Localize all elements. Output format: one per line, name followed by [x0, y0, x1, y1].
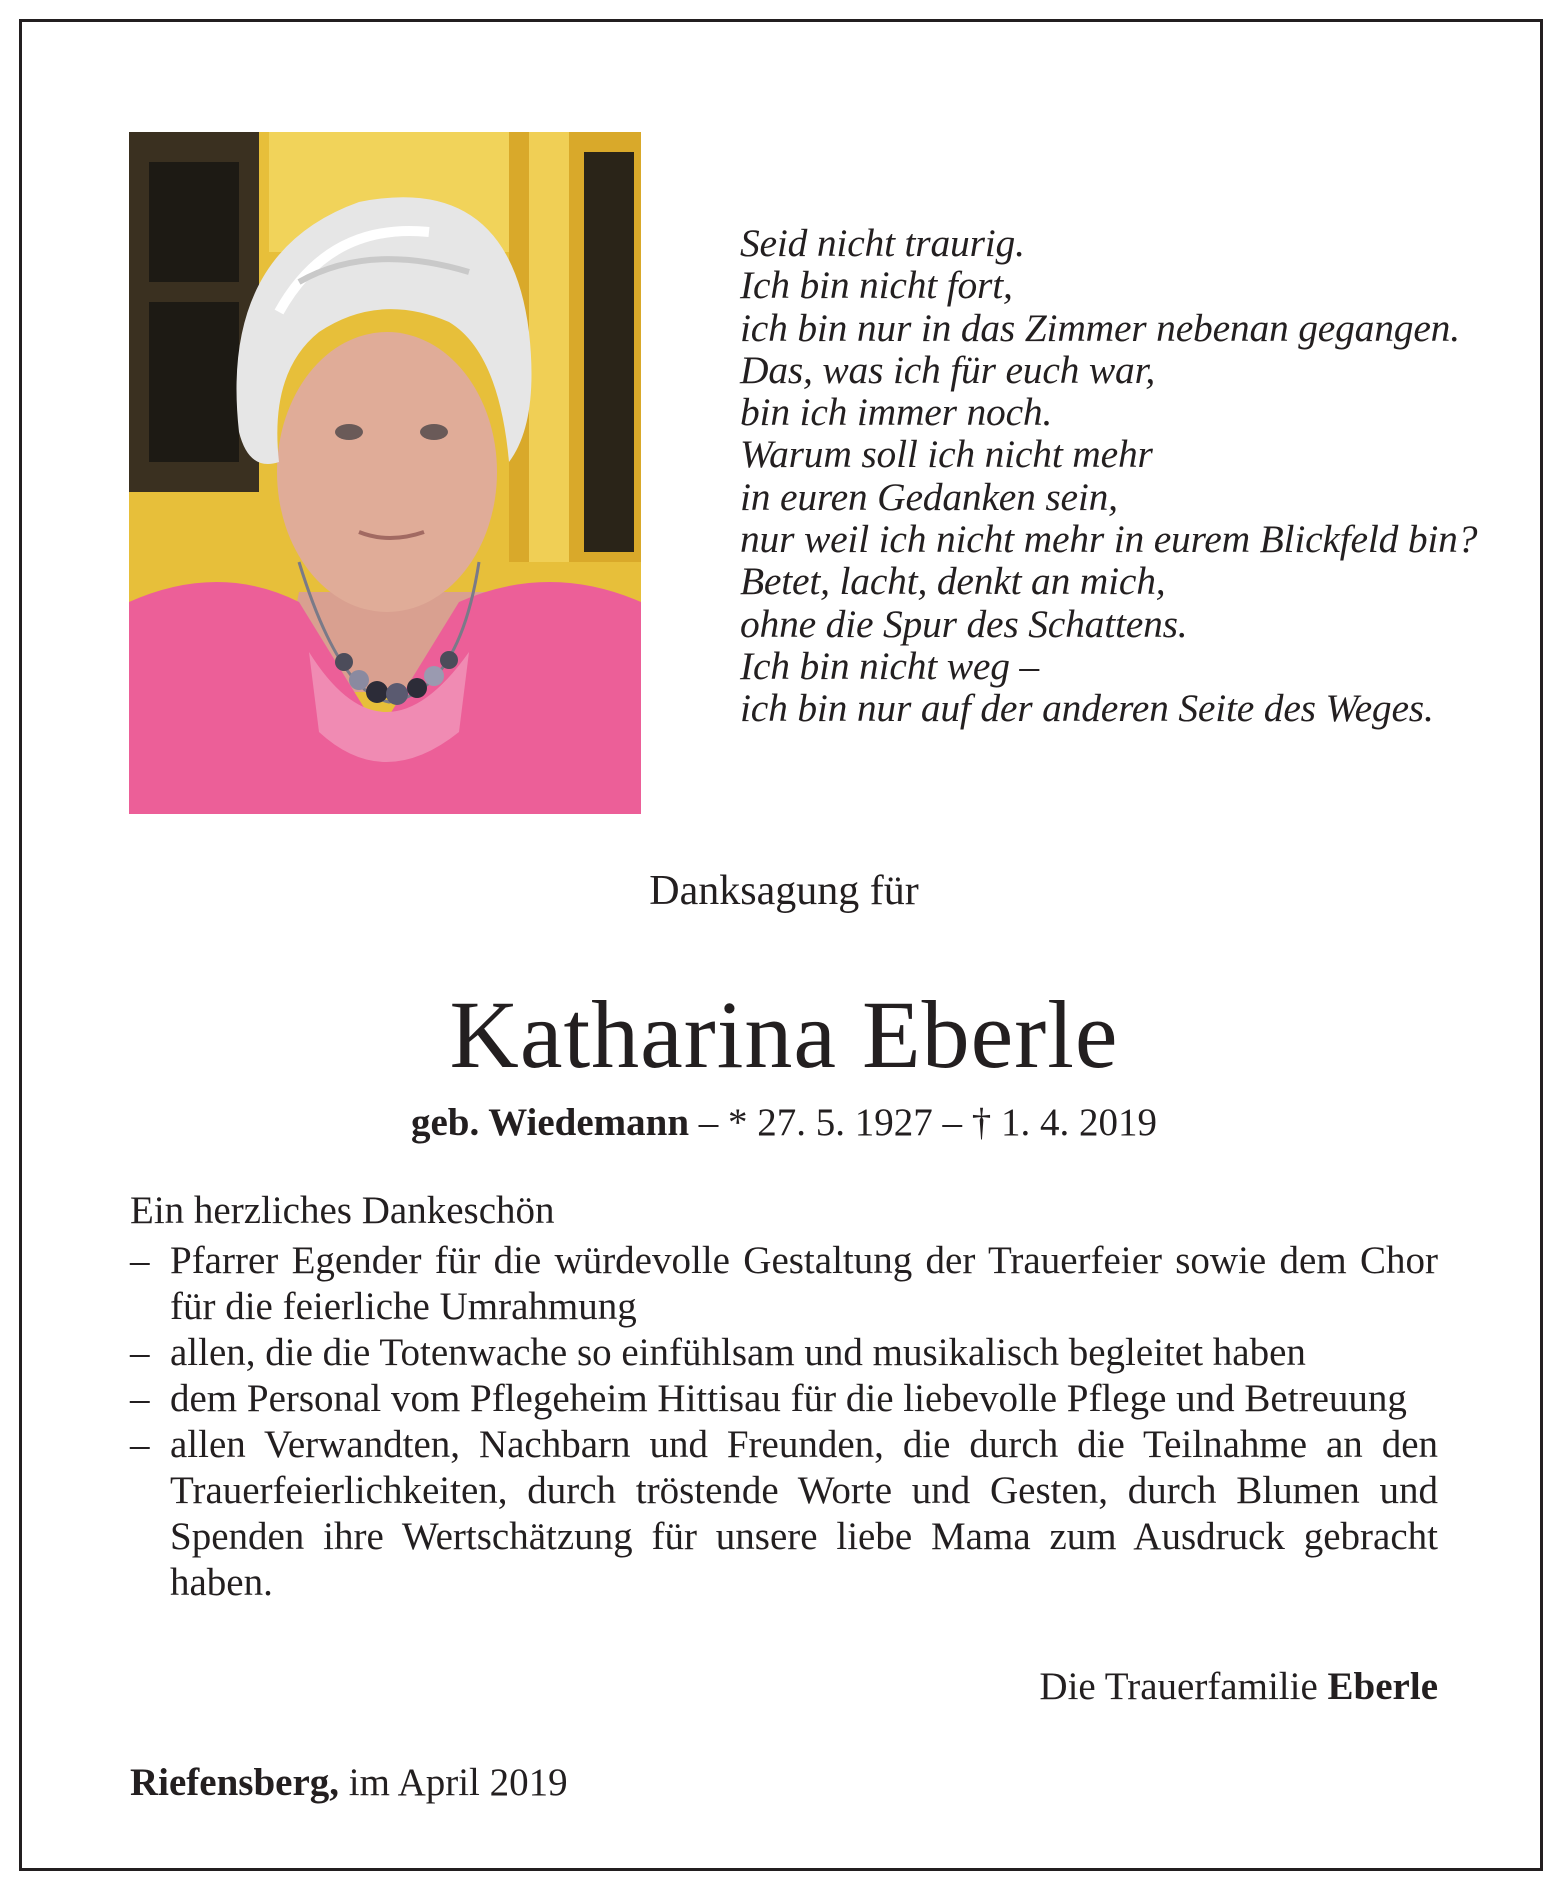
list-item [130, 1376, 1438, 1422]
poem-line: Betet, lacht, denkt an mich, [740, 559, 1166, 604]
poem-line: Ich bin nicht weg – [740, 643, 1039, 688]
family-name: Eberle [1327, 1665, 1438, 1708]
dash-bullet: – [130, 1331, 150, 1374]
dates: – * 27. 5. 1927 – † 1. 4. 2019 [689, 1101, 1158, 1144]
list-item-text: allen, die die Totenwache so einfühlsam und musikalisch begleitet haben [170, 1331, 1306, 1374]
dash-bullet: – [130, 1423, 150, 1466]
portrait-photo [129, 132, 641, 814]
list-item-text: Pfarrer Egender für die würdevolle Gestaltung der Trauerfeier sowie dem Chor für die feierliche Umrahmung [170, 1239, 1438, 1328]
poem-line: Ich bin nicht fort, [740, 263, 1013, 308]
dash-bullet: – [130, 1239, 150, 1282]
poem-line: ohne die Spur des Schattens. [740, 601, 1188, 646]
poem-line: nur weil ich nicht mehr in eurem Blickfeld bin? [740, 517, 1478, 562]
thanks-intro: Ein herzliches Dankeschön [130, 1189, 555, 1232]
birth-name: geb. Wiedemann [410, 1101, 690, 1144]
place-date [130, 1760, 568, 1806]
list-item-text: allen Verwandten, Nachbarn und Freunden, die durch die Teilnahme an den Trauerfeierlichkeiten, durch tröstende Worte und Gesten, durch Blumen und Spenden ihre Wertschätzung für unsere liebe Mama zum Ausdruck gebracht haben. [170, 1423, 1438, 1604]
thanks-list [130, 1238, 1438, 1606]
poem-line: ich bin nur auf der anderen Seite des Weges. [740, 686, 1434, 731]
poem [740, 222, 1500, 730]
list-item [130, 1422, 1438, 1606]
place: Riefensberg, [130, 1761, 340, 1804]
dash-bullet: – [130, 1377, 150, 1420]
thanks-heading: Danksagung für [649, 868, 919, 914]
list-item [130, 1330, 1438, 1376]
poem-line: Seid nicht traurig. [740, 221, 1025, 265]
thanks-section [130, 1188, 1438, 1606]
signature-prefix: Die Trauerfamilie [1039, 1665, 1328, 1708]
poem-line: ich bin nur in das Zimmer nebenan gegangen. [740, 305, 1460, 350]
deceased-name: Katharina Eberle [449, 981, 1119, 1088]
date: im April 2019 [339, 1761, 568, 1804]
signature [1039, 1664, 1438, 1710]
poem-line: in euren Gedanken sein, [740, 474, 1118, 519]
list-item-text: dem Personal vom Pflegeheim Hittisau für die liebevolle Pflege und Betreuung [170, 1377, 1407, 1420]
list-item [130, 1238, 1438, 1330]
poem-line: bin ich immer noch. [740, 390, 1053, 435]
poem-line: Das, was ich für euch war, [740, 347, 1156, 392]
poem-line: Warum soll ich nicht mehr [740, 432, 1153, 477]
life-dates [0, 1098, 1568, 1148]
